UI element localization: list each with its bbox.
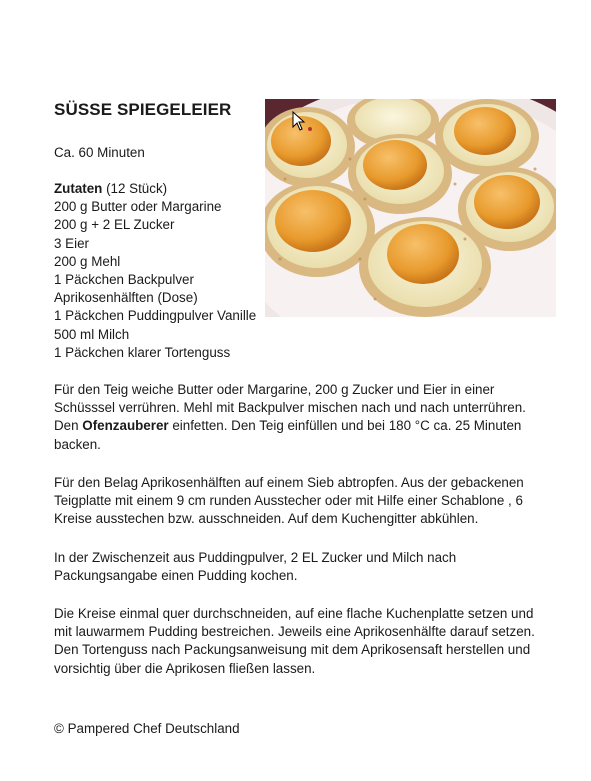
instruction-paragraph-2: Für den Belag Aprikosenhälften auf einem Sieb abtropfen. Aus der gebackenen Teigplatte mit einem 9 cm runden Ausstecher oder mit Hilfe einer Schablone , 6 Kreise ausstechen bzw. ausschneiden. Auf dem Kuchengitter abkühlen.	[54, 475, 524, 527]
ingredients-section	[54, 180, 256, 362]
recipe-title: SÜSSE SPIEGELEIER	[54, 100, 232, 119]
ingredient-item: 200 g + 2 EL Zucker	[54, 217, 175, 233]
ingredient-item: 200 g Butter oder Margarine	[54, 199, 222, 215]
mouse-pointer-icon	[292, 111, 306, 131]
instruction-text: Für den Teig weiche Butter oder Margarine, 200 g Zucker und Eier in einer Schüsssel verrühren. Mehl mit Backpulver mischen nach und nach unterrühren. Den	[54, 382, 526, 434]
ingredient-item: 3 Eier	[54, 235, 89, 251]
ingredient-item: Aprikosenhälften (Dose)	[54, 290, 198, 306]
instruction-text: einfetten. Den Teig einfüllen und bei 180 °C ca. 25 Minuten backen.	[54, 418, 522, 452]
recipe-photo	[265, 99, 556, 317]
ingredient-item: 1 Päckchen klarer Tortenguss	[54, 344, 231, 360]
product-name: Ofenzauberer	[82, 418, 169, 434]
recipe-duration: Ca. 60 Minuten	[54, 145, 145, 160]
instruction-paragraph-3: In der Zwischenzeit aus Puddingpulver, 2 EL Zucker und Milch nach Packungsangabe einen Pudding kochen.	[54, 550, 457, 584]
ingredients-label: Zutaten	[54, 181, 103, 196]
ingredient-item: 1 Päckchen Puddingpulver Vanille	[54, 308, 257, 324]
ingredient-item: 500 ml Milch	[54, 326, 130, 342]
ingredients-heading	[54, 180, 256, 198]
copyright-footer: © Pampered Chef Deutschland	[54, 721, 240, 736]
ingredient-item: 1 Päckchen Backpulver	[54, 272, 194, 288]
instruction-paragraph-1	[54, 381, 554, 454]
ingredient-item: 200 g Mehl	[54, 253, 121, 269]
ingredients-count: (12 Stück)	[102, 181, 168, 196]
fried-egg-cookies-image	[265, 99, 556, 317]
instruction-paragraph-4: Die Kreise einmal quer durchschneiden, auf eine flache Kuchenplatte setzen und mit lauwarmem Pudding bestreichen. Jeweils eine Aprikosenhälfte darauf setzen. Den Tortenguss nach Packungsanweisung mit dem Aprikosensaft herstellen und vorsichtig über die Aprikosen fließen lassen.	[54, 606, 535, 676]
